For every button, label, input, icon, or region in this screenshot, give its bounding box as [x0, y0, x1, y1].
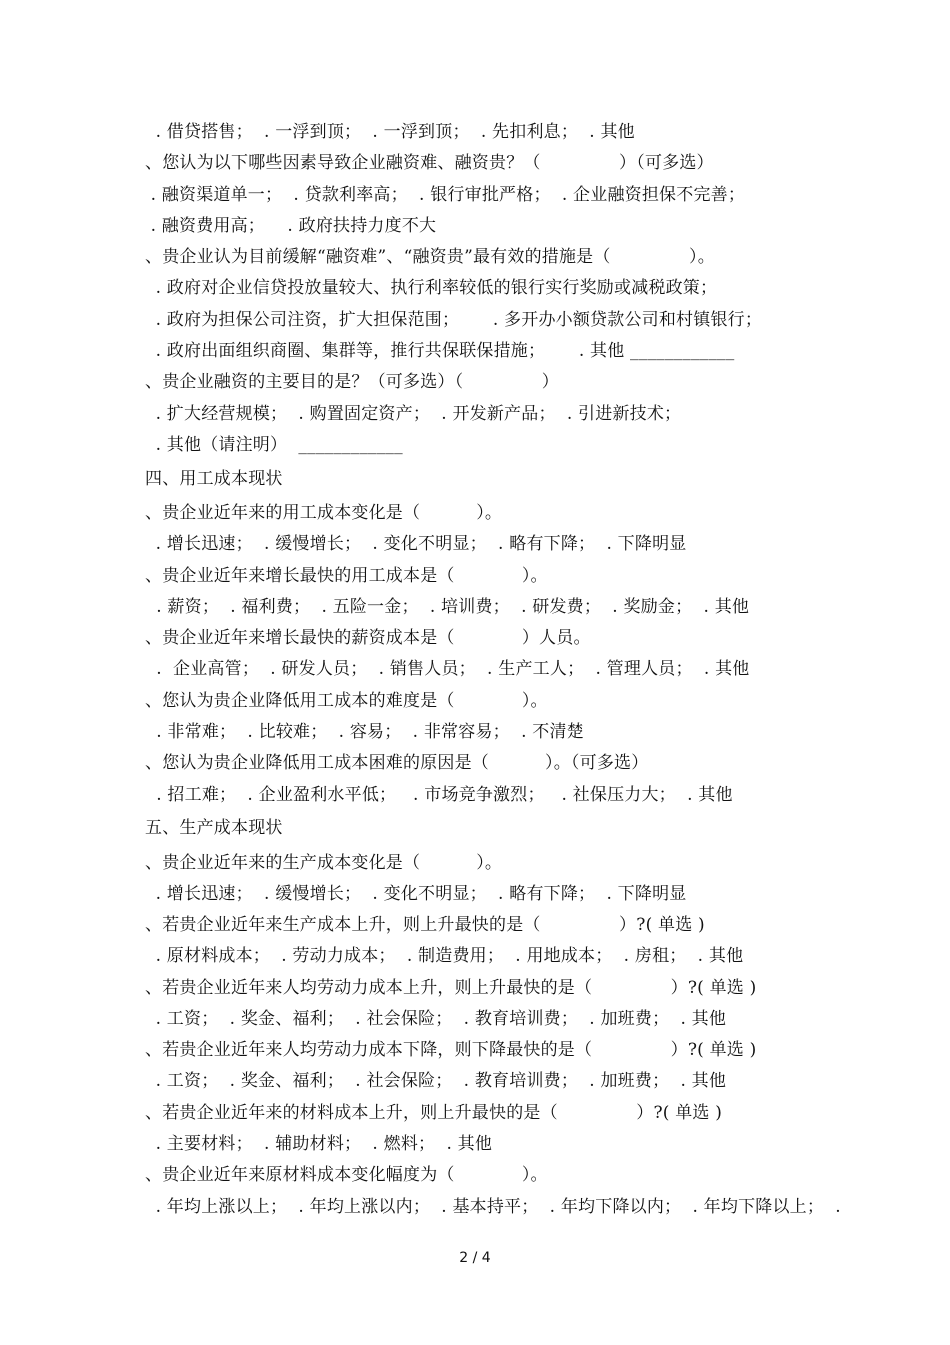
text-line: . 年均上涨以上； . 年均上涨以内； . 基本持平； . 年均下降以内； . 年均下降以上； .	[150, 1197, 841, 1217]
text-line: . 工资； . 奖金、福利； . 社会保险； . 教育培训费； . 加班费； . 其他	[150, 1009, 727, 1029]
text-line: . 增长迅速； . 缓慢增长； . 变化不明显； . 略有下降； . 下降明显	[150, 884, 687, 904]
text-line: . 政府出面组织商圈、集群等，推行共保联保措施； . 其他 ____________	[150, 341, 735, 361]
text-line: . 融资费用高； . 政府扶持力度不大	[145, 216, 437, 236]
text-line: . 主要材料； . 辅助材料； . 燃料； . 其他	[150, 1134, 493, 1154]
text-line: 、您认为以下哪些因素导致企业融资难、融资贵？（ ）（可多选）	[145, 153, 714, 173]
text-line: 、您认为贵企业降低用工成本困难的原因是（ ）。（可多选）	[145, 753, 649, 773]
text-line: . 增长迅速； . 缓慢增长； . 变化不明显； . 略有下降； . 下降明显	[150, 534, 687, 554]
text-line: . 政府为担保公司注资，扩大担保范围； . 多开办小额贷款公司和村镇银行；	[150, 310, 763, 330]
text-line: 、若贵企业近年来人均劳动力成本下降，则下降最快的是（ ）?( 单选 )	[145, 1040, 757, 1060]
text-line: . 工资； . 奖金、福利； . 社会保险； . 教育培训费； . 加班费； . 其他	[150, 1071, 727, 1091]
text-line: . 借贷搭售； . 一浮到顶； . 一浮到顶； . 先扣利息； . 其他	[150, 122, 635, 142]
text-line: 、贵企业认为目前缓解“融资难”、“融资贵”最有效的措施是（ ）。	[145, 247, 715, 267]
text-line: 、贵企业近年来增长最快的用工成本是（ ）。	[145, 566, 548, 586]
text-line: 、贵企业近年来的用工成本变化是（ ）。	[145, 503, 503, 523]
text-line: . 扩大经营规模； . 购置固定资产； . 开发新产品； . 引进新技术；	[150, 404, 682, 424]
text-line: . 其他（请注明） ____________	[150, 435, 403, 455]
text-line: 、若贵企业近年来生产成本上升，则上升最快的是（ ）?( 单选 )	[145, 915, 705, 935]
text-line: 、您认为贵企业降低用工成本的难度是（ ）。	[145, 691, 548, 711]
text-line: . 非常难； . 比较难； . 容易； . 非常容易； . 不清楚	[145, 722, 584, 742]
text-line: . 招工难； . 企业盈利水平低； . 市场竞争激烈； . 社保压力大； . 其他	[145, 785, 733, 805]
text-line: . 薪资； . 福利费； . 五险一金； . 培训费； . 研发费； . 奖励金； . 其他	[145, 597, 750, 617]
text-line: . 政府对企业信贷投放量较大、执行利率较低的银行实行奖励或减税政策；	[150, 278, 718, 298]
page-number: 2 / 4	[459, 1250, 491, 1266]
text-line: 、若贵企业近年来人均劳动力成本上升，则上升最快的是（ ）?( 单选 )	[145, 978, 757, 998]
text-line: . 原材料成本； . 劳动力成本； . 制造费用； . 用地成本； . 房租； . 其他	[150, 946, 744, 966]
text-line: 、贵企业融资的主要目的是？（可多选）（ ）	[145, 372, 559, 392]
section-heading: 四、用工成本现状	[145, 469, 283, 489]
text-line: 、贵企业近年来增长最快的薪资成本是（ ）人员。	[145, 628, 591, 648]
text-line: 、贵企业近年来原材料成本变化幅度为（ ）。	[145, 1165, 548, 1185]
section-heading: 五、生产成本现状	[145, 818, 283, 838]
text-line: . 融资渠道单一； . 贷款利率高； . 银行审批严格； . 企业融资担保不完善；	[145, 185, 746, 205]
text-line: 、贵企业近年来的生产成本变化是（ ）。	[145, 853, 503, 873]
text-line: 、若贵企业近年来的材料成本上升，则上升最快的是（ ）?( 单选 )	[145, 1103, 723, 1123]
text-line: . 企业高管； . 研发人员； . 销售人员； . 生产工人； . 管理人员； . 其他	[145, 659, 750, 679]
